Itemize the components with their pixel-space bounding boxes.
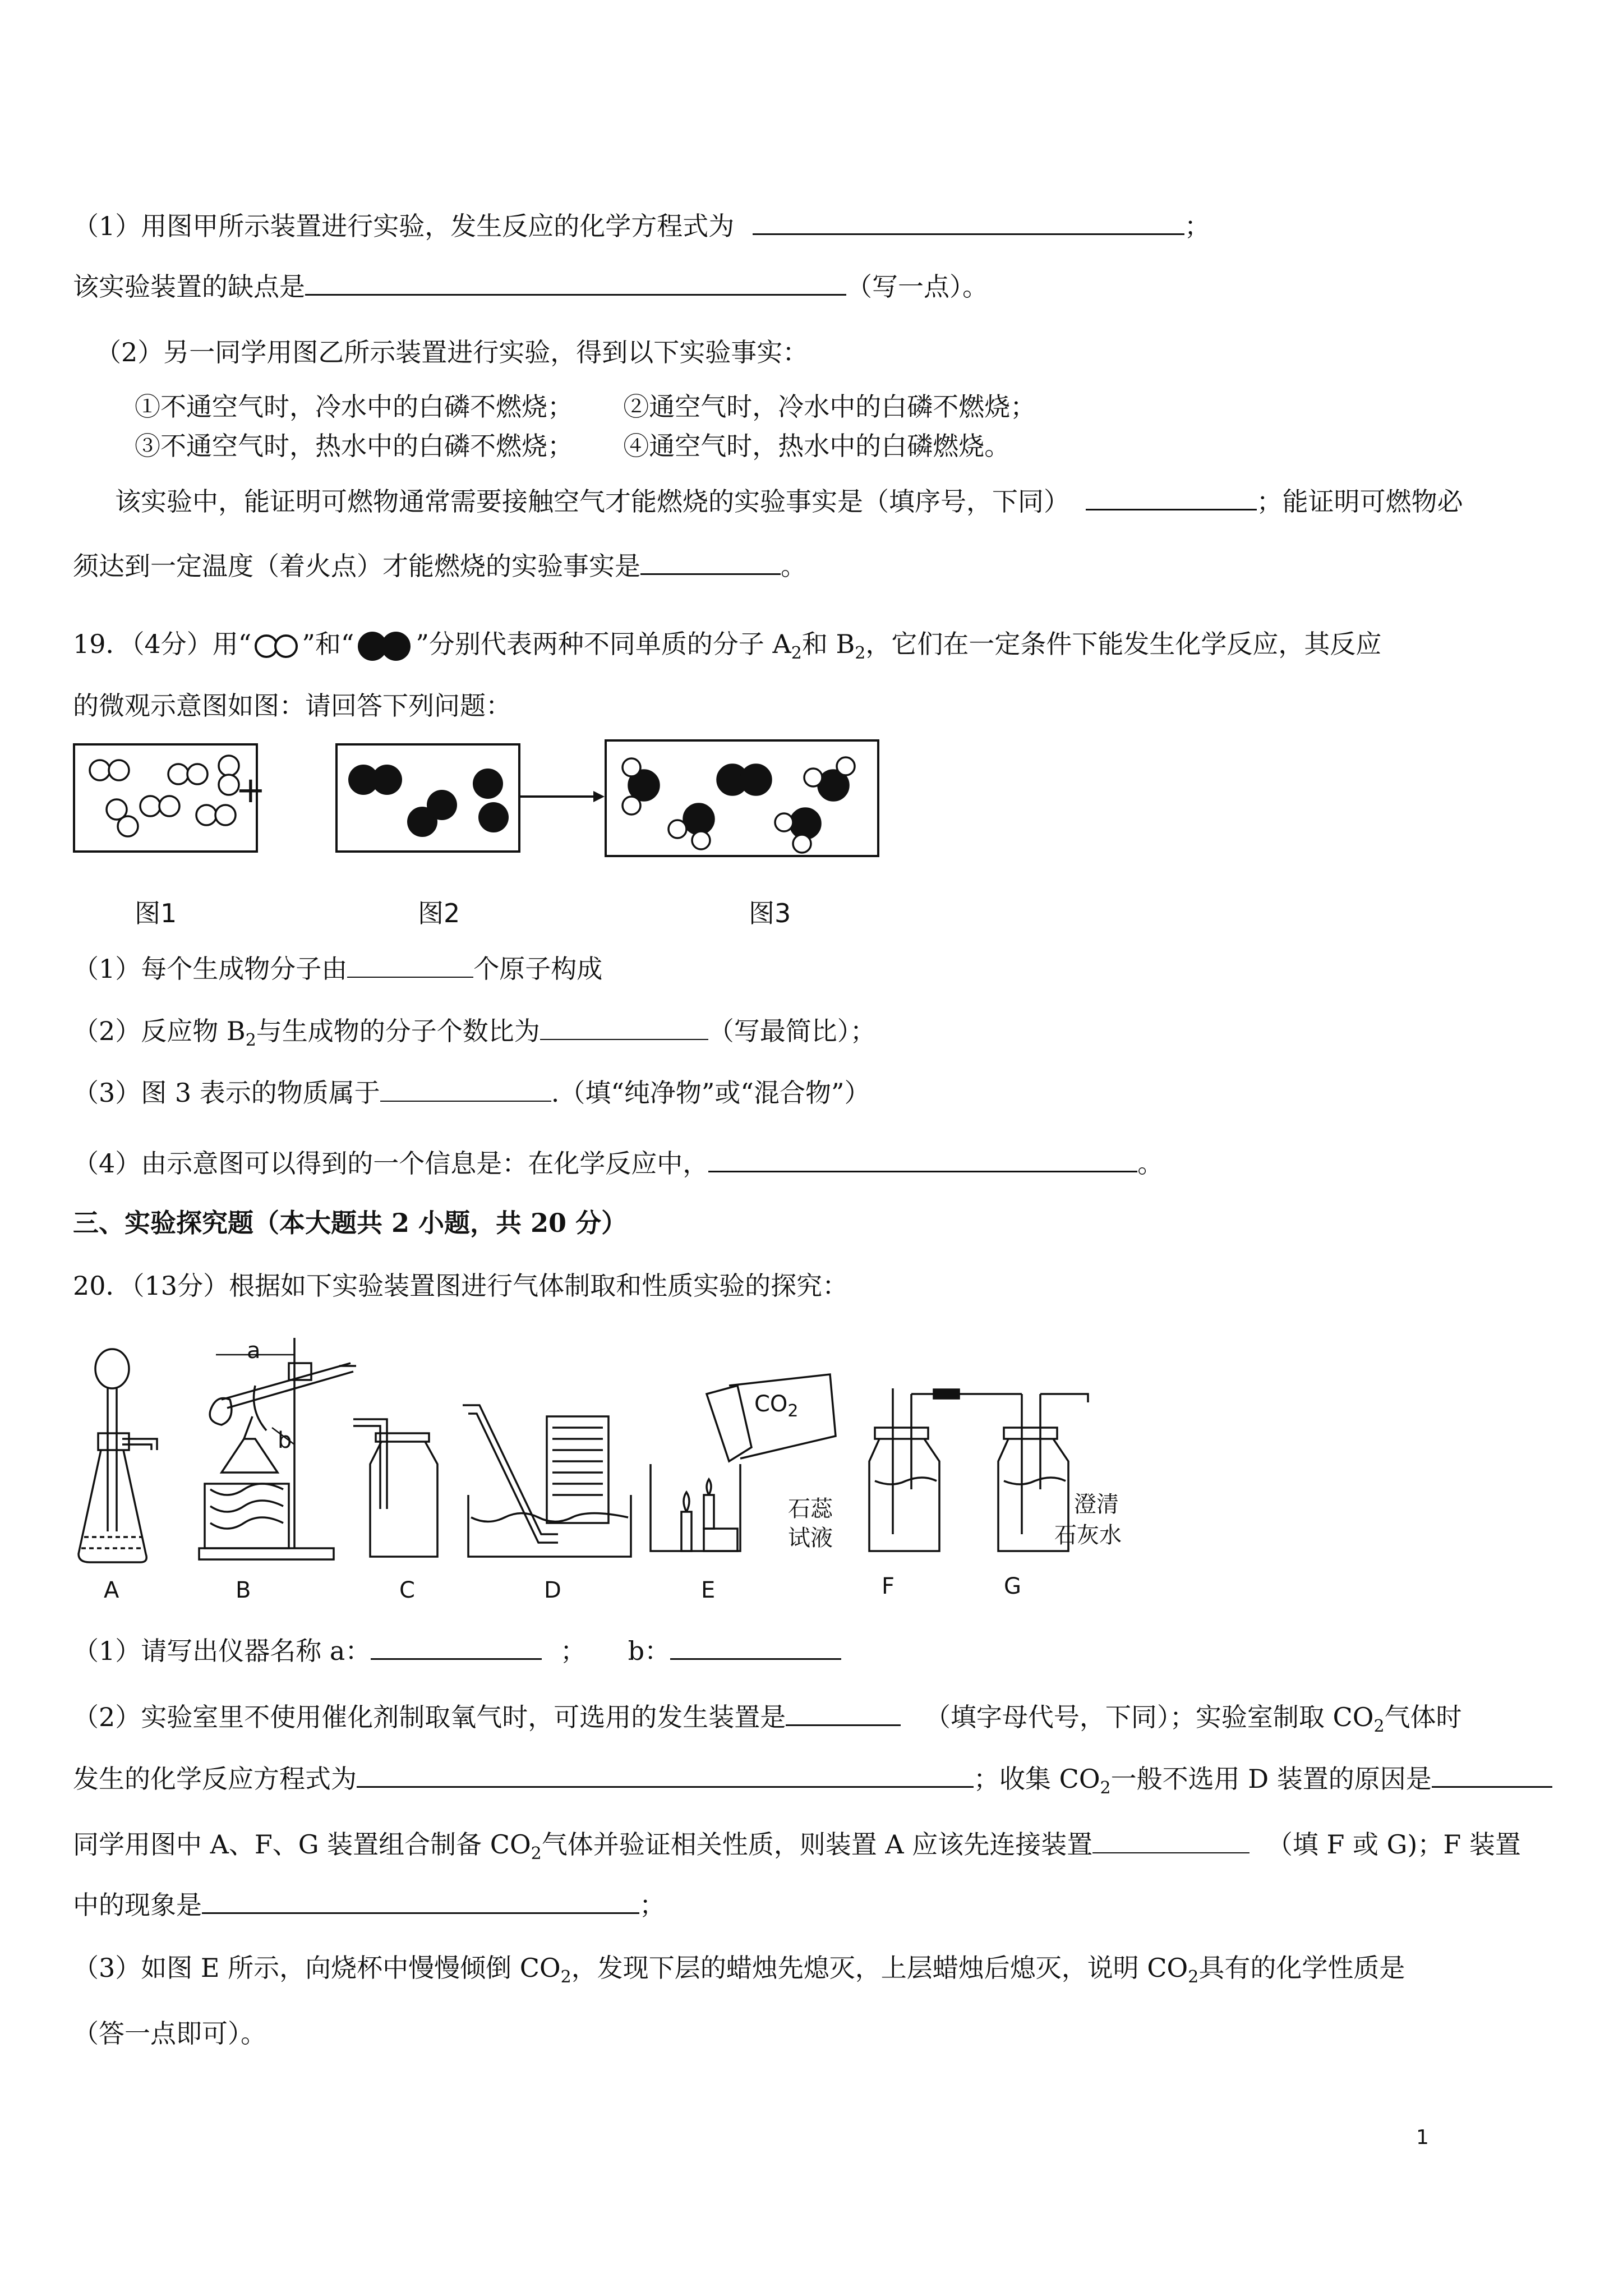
q18-facts-row1 xyxy=(135,390,1036,424)
q18-p2-qa: 该实验中，能证明可燃物通常需要接触空气才能燃烧的实验事实是（填序号，下同） xyxy=(115,486,1069,517)
q19-stem-a5: ，它们在一定条件下能发生化学反应，其反应 xyxy=(865,629,1382,659)
apparatus-d-trough xyxy=(463,1383,637,1562)
q20-s2-d: 发生的化学反应方程式为 xyxy=(73,1764,357,1794)
q20-s3-sub2: 2 xyxy=(1188,1967,1199,1987)
apparatus-label-e: E xyxy=(701,1577,716,1603)
q20-sub2-line4 xyxy=(73,1888,665,1922)
apparatus-label-a-lower: a xyxy=(247,1338,261,1364)
q20-s2-sub2: 2 xyxy=(1100,1778,1111,1798)
apparatus-label-b-lower: b xyxy=(278,1428,292,1453)
q18-p1-text: （1）用图甲所示装置进行实验，发生反应的化学方程式为 xyxy=(73,211,735,241)
black-molecule-icon xyxy=(354,629,416,663)
apparatus-label-f: F xyxy=(882,1573,895,1599)
q19-sub-b: 2 xyxy=(855,643,866,664)
q18-p2-qb: 须达到一定温度（着火点）才能燃烧的实验事实是 xyxy=(73,551,640,581)
q20-s2-f: 一般不选用 D 装置的原因是 xyxy=(1110,1764,1432,1794)
q20-s2-j: 中的现象是 xyxy=(73,1890,202,1920)
q20-s2-c: 气体时 xyxy=(1384,1702,1462,1732)
answer-blank-instrument-b[interactable] xyxy=(670,1634,841,1660)
q20-s2-g: 同学用图中 A、F、G 装置组合制备 CO xyxy=(73,1829,531,1860)
apparatus-label-a: A xyxy=(104,1577,119,1603)
limewater-label-line1: 澄清 xyxy=(1074,1492,1119,1517)
q20-s3-a: （3）如图 E 所示，向烧杯中慢慢倾倒 CO xyxy=(73,1953,561,1983)
fact-2: ②通空气时，冷水中的白磷不燃烧； xyxy=(623,392,1036,422)
answer-blank-f-phenomenon[interactable] xyxy=(202,1888,639,1914)
answer-blank-d-reason[interactable] xyxy=(1432,1761,1552,1788)
q20-s3-b: ，发现下层的蜡烛先熄灭，上层蜡烛后熄灭，说明 CO xyxy=(571,1953,1188,1983)
q19-s3-a: （3）图 3 表示的物质属于 xyxy=(73,1078,380,1108)
q19-sub2 xyxy=(73,1014,876,1057)
apparatus-b-heating xyxy=(188,1332,362,1562)
q18-part1-line2 xyxy=(73,269,988,303)
apparatus-label-d: D xyxy=(544,1577,561,1603)
co2-sub: 2 xyxy=(787,1401,799,1421)
q20-sub2-line3 xyxy=(73,1828,1521,1871)
limewater-label-line2: 石灰水 xyxy=(1054,1522,1122,1548)
answer-blank-ratio[interactable] xyxy=(540,1014,708,1040)
q19-s2-sub: 2 xyxy=(245,1030,256,1051)
reaction-arrow xyxy=(520,788,605,805)
q18-p2-qb-end: 。 xyxy=(781,551,806,581)
q20-s2-h: 气体并验证相关性质，则装置 A 应该先连接装置 xyxy=(541,1829,1093,1860)
co2-jar-label xyxy=(754,1391,799,1421)
q19-stem-a1: 19．（4分）用“ xyxy=(73,629,252,659)
figure-1-reactant-a2 xyxy=(73,743,258,853)
q20-s2-e: ；收集 CO xyxy=(974,1764,1100,1794)
q18-part2-intro: （2）另一同学用图乙所示装置进行实验，得到以下实验事实： xyxy=(95,337,809,367)
co2-text: CO xyxy=(754,1391,788,1417)
q18-part1-line1 xyxy=(73,209,1210,243)
q19-stem-line1 xyxy=(73,627,1381,670)
answer-blank-temperature[interactable] xyxy=(640,549,781,575)
figure-2-caption: 图2 xyxy=(418,898,460,928)
figure-1-caption: 图1 xyxy=(135,898,177,928)
q19-s2-b: 与生成物的分子个数比为 xyxy=(256,1016,540,1046)
q20-s2-k: ； xyxy=(639,1890,665,1920)
q20-sub3-line2: （答一点即可）。 xyxy=(73,2018,266,2049)
answer-blank-co2-equation[interactable] xyxy=(357,1761,974,1788)
figure-2-reactant-b2 xyxy=(335,743,520,853)
q19-s1-b: 个原子构成 xyxy=(473,954,603,984)
q19-s4-a: （4）由示意图可以得到的一个信息是：在化学反应中， xyxy=(73,1148,709,1179)
answer-blank-f-or-g[interactable] xyxy=(1092,1828,1249,1853)
figure-3-products xyxy=(605,739,879,857)
apparatus-label-b: B xyxy=(236,1577,251,1603)
answer-blank-instrument-a[interactable] xyxy=(371,1634,542,1660)
apparatus-label-g: G xyxy=(1004,1573,1021,1599)
fact-1: ①不通空气时，冷水中的白磷不燃烧； xyxy=(135,392,573,422)
white-molecule-icon xyxy=(251,632,302,660)
q19-s2-a: （2）反应物 B xyxy=(73,1016,246,1046)
page-number: 1 xyxy=(1416,2126,1429,2149)
q19-s1-a: （1）每个生成物分子由 xyxy=(73,954,348,984)
q20-sub1 xyxy=(73,1634,841,1668)
q19-s3-b: .（填“纯净物”或“混合物”） xyxy=(551,1078,870,1108)
q18-p1b-text: 该实验装置的缺点是 xyxy=(73,272,305,302)
q20-s3-c: 具有的化学性质是 xyxy=(1198,1953,1405,1983)
q20-s2-sub: 2 xyxy=(1373,1717,1385,1737)
q20-stem: 20．（13分）根据如下实验装置图进行气体制取和性质实验的探究： xyxy=(73,1271,849,1301)
answer-blank-information[interactable] xyxy=(708,1146,1137,1172)
q18-facts-row2 xyxy=(135,429,1010,463)
apparatus-label-c: C xyxy=(399,1577,415,1603)
plus-sign: + xyxy=(236,770,266,811)
q20-s2-sub3: 2 xyxy=(531,1844,542,1864)
q20-s2-i: （填 F 或 G)；F 装置 xyxy=(1266,1829,1521,1860)
q20-s3-sub: 2 xyxy=(560,1967,571,1987)
q19-s4-b: 。 xyxy=(1137,1148,1164,1179)
litmus-label-line2: 试液 xyxy=(788,1525,833,1551)
q19-sub-a: 2 xyxy=(791,643,802,664)
q18-p1-end: ； xyxy=(1184,211,1210,241)
q20-s2-b: （填字母代号，下同）；实验室制取 CO xyxy=(924,1702,1374,1732)
q20-s1-a: （1）请写出仪器名称 a： xyxy=(73,1636,371,1666)
q19-stem-a4: 和 B xyxy=(801,629,855,659)
q19-stem-a2: ”和“ xyxy=(302,629,354,659)
answer-blank-air[interactable] xyxy=(1086,484,1257,510)
q19-stem-line2: 的微观示意图如图：请回答下列问题： xyxy=(73,691,511,721)
q19-sub1 xyxy=(73,952,602,986)
q19-stem-a3: ”分别代表两种不同单质的分子 A xyxy=(416,629,791,659)
answer-blank-atoms[interactable] xyxy=(347,952,473,978)
q20-s2-a: （2）实验室里不使用催化剂制取氧气时，可选用的发生装置是 xyxy=(73,1702,786,1732)
q20-sub3-line1 xyxy=(73,1951,1405,1994)
q20-sub2-line2 xyxy=(73,1761,1552,1805)
apparatus-c-bottle xyxy=(353,1397,449,1562)
answer-blank-substance-type[interactable] xyxy=(380,1076,551,1102)
q18-p2-qa-end: ；能证明可燃物必 xyxy=(1256,486,1463,517)
q18-part2-question-line2 xyxy=(73,549,806,583)
q20-s1-b: ； xyxy=(560,1636,586,1666)
litmus-label-line1: 石蕊 xyxy=(788,1496,833,1522)
q18-p1b-end: （写一点）。 xyxy=(846,272,988,302)
answer-blank-oxygen-apparatus[interactable] xyxy=(786,1700,901,1726)
q19-sub3 xyxy=(73,1076,870,1110)
answer-blank-equation[interactable] xyxy=(753,209,1184,235)
section-3-heading: 三、实验探究题（本大题共 2 小题，共 20 分） xyxy=(73,1208,628,1238)
answer-blank-defect[interactable] xyxy=(305,269,846,296)
figure-3-caption: 图3 xyxy=(749,898,791,928)
fact-3: ③不通空气时，热水中的白磷不燃烧； xyxy=(135,431,573,461)
q19-sub4 xyxy=(73,1146,1163,1180)
fact-4: ④通空气时，热水中的白磷燃烧。 xyxy=(623,431,1011,461)
q20-s1-c: b： xyxy=(628,1636,671,1666)
apparatus-a-flask xyxy=(73,1346,168,1565)
q18-part2-question-line1 xyxy=(115,484,1463,518)
q19-s2-c: （写最简比）； xyxy=(708,1016,876,1046)
q20-sub2-line1 xyxy=(73,1700,1462,1743)
